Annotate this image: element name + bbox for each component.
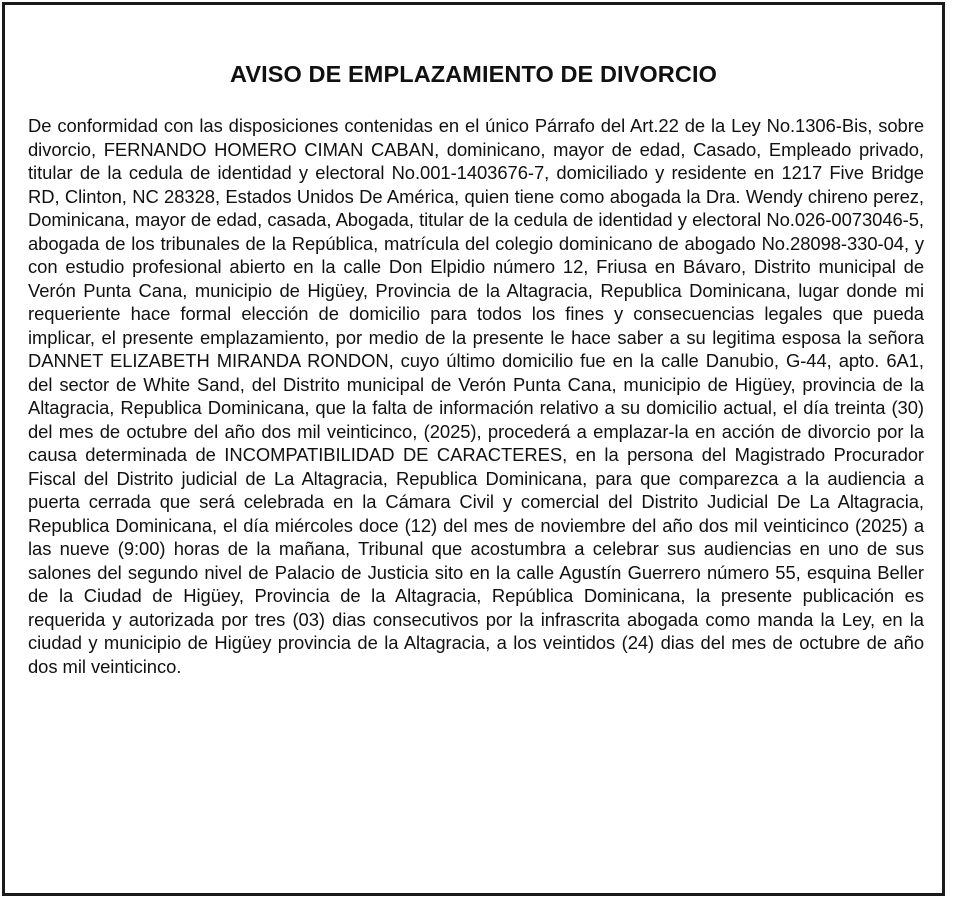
notice-body: De conformidad con las disposiciones contenidas en el único Párrafo del Art.22 de la Ley No.1306-Bis, sobre divorcio, FERNANDO HOMERO CIMAN CABAN, dominicano, mayor de edad, Casado, Empleado privado, titular de la cedula de identidad y electoral No.001-1403676-7, domiciliado y residente en 1217 Five Bridge RD, Clinton, NC 28328, Estados Unidos De América, quien tiene como abogada la Dra. Wendy chireno perez, Dominicana, mayor de edad, casada, Abogada, titular de la cedula de identidad y electoral No.026-0073046-5, abogada de los tribunales de la República, matrícula del colegio dominicano de abogado No.28098-330-04, y con estudio profesional abierto en la calle Don Elpidio número 12, Friusa en Bávaro, Distrito municipal de Verón Punta Cana, municipio de Higüey, Provincia de la Altagracia, Republica Dominicana, lugar donde mi requeriente hace formal elección de domicilio para todos los fines y consecuencias legales que pueda implicar, el presente emplazamiento, por medio de la presente le hace saber a su legitima esposa la señora DANNET ELIZABETH MIRANDA RONDON, cuyo último domicilio fue en la calle Danubio, G-44, apto. 6A1, del sector de White Sand, del Distrito municipal de Verón Punta Cana, municipio de Higüey, provincia de la Altagracia, Republica Dominicana, que la falta de información relativo a su domicilio actual, el día treinta (30) del mes de octubre del año dos mil veinticinco, (2025), procederá a emplazar-la en acción de divorcio por la causa determinada de INCOMPATIBILIDAD DE CARACTERES, en la persona del Magistrado Procurador Fiscal del Distrito judicial de La Altagracia, Republica Dominicana, para que comparezca a la audiencia a puerta cerrada que será celebrada en la Cámara Civil y comercial del Distrito Judicial De La Altagracia, Republica Dominicana, el día miércoles doce (12) del mes de noviembre del año dos mil veinticinco (2025) a las nueve (9:00) horas de la mañana, Tribunal que acostumbra a celebrar sus audiencias en uno de sus salones del segundo nivel de Palacio de Justicia sito en la calle Agustín Guerrero número 55, esquina Beller de la Ciudad de Higüey, Provincia de la Altagracia, República Dominicana, la presente publicación es requerida y autorizada por tres (03) dias consecutivos por la infrascrita abogada como manda la Ley, en la ciudad y municipio de Higüey provincia de la Altagracia, a los veintidos (24) dias del mes de octubre de año dos mil veinticinco. [28, 115, 924, 677]
legal-notice-box [2, 2, 945, 896]
notice-title: AVISO DE EMPLAZAMIENTO DE DIVORCIO [230, 61, 717, 87]
